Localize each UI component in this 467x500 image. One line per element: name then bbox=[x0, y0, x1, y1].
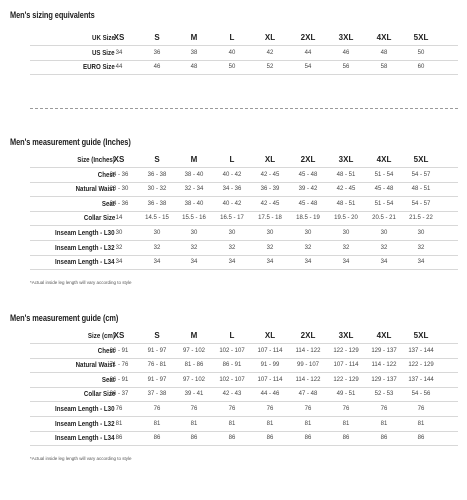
table-row bbox=[0, 374, 467, 386]
table-cell: 76 bbox=[228, 406, 236, 412]
table-cell: 48 - 51 bbox=[336, 200, 356, 207]
table-cell: 32 bbox=[304, 244, 312, 251]
table-cell: 137 - 144 bbox=[408, 347, 434, 354]
size-column-header: L bbox=[229, 331, 235, 340]
table-cell: 50 bbox=[228, 64, 236, 70]
row-label: Inseam Length - L34 bbox=[55, 433, 115, 443]
table-cell: 81 bbox=[417, 420, 425, 427]
table-cell: 34 bbox=[342, 259, 350, 266]
section-divider bbox=[30, 108, 458, 109]
table-cell: 46 bbox=[153, 64, 161, 70]
table-cell: 86 - 91 bbox=[222, 362, 242, 369]
table-cell: 50 bbox=[417, 49, 425, 56]
table-cell: 51 - 54 bbox=[374, 200, 394, 207]
table-cell: 28 - 30 bbox=[109, 186, 129, 193]
size-column-header: 2XL bbox=[300, 33, 316, 42]
table-cell: 36 - 39 bbox=[260, 186, 280, 193]
table-header-row bbox=[0, 32, 467, 44]
table-row bbox=[0, 345, 467, 357]
table-row bbox=[0, 432, 467, 444]
table-cell: 52 bbox=[266, 64, 274, 70]
table-header-row bbox=[0, 154, 467, 166]
size-column-header: XL bbox=[264, 33, 276, 42]
row-label: EURO Size bbox=[83, 62, 115, 71]
table-cell: 47 - 48 bbox=[298, 391, 318, 398]
table-cell: 32 bbox=[115, 244, 123, 251]
table-cell: 76 bbox=[153, 406, 161, 412]
table-cell: 38 bbox=[190, 49, 198, 56]
table-cell: 46 bbox=[342, 49, 350, 56]
table-cell: 81 bbox=[304, 420, 312, 427]
header-label: Size (cm) bbox=[87, 331, 115, 340]
table-cell: 86 - 91 bbox=[109, 347, 129, 354]
row-divider bbox=[30, 445, 458, 446]
table-cell: 107 - 114 bbox=[257, 347, 283, 354]
table-row bbox=[0, 388, 467, 400]
table-cell: 81 bbox=[115, 420, 123, 427]
table-cell: 58 bbox=[380, 64, 388, 70]
table-cell: 34 bbox=[115, 259, 123, 266]
table-cell: 86 bbox=[417, 435, 425, 442]
table-cell: 34 bbox=[115, 49, 123, 56]
size-column-header: 3XL bbox=[338, 155, 354, 164]
table-cell: 42 - 45 bbox=[260, 171, 280, 178]
size-column-header: M bbox=[190, 33, 198, 42]
table-cell: 76 - 81 bbox=[147, 362, 167, 369]
table-cell: 44 - 46 bbox=[260, 391, 280, 398]
table-cell: 114 - 122 bbox=[295, 376, 321, 383]
size-column-header: 4XL bbox=[376, 155, 392, 164]
table-row bbox=[0, 359, 467, 371]
table-cell: 107 - 114 bbox=[333, 362, 359, 369]
table-cell: 18.5 - 19 bbox=[296, 215, 320, 222]
table-cell: 30 bbox=[228, 230, 236, 236]
table-cell: 32 bbox=[153, 244, 161, 251]
row-label: Seat bbox=[102, 198, 115, 208]
table-cell: 34 bbox=[153, 259, 161, 266]
table-row bbox=[0, 47, 467, 59]
table-cell: 32 bbox=[342, 244, 350, 251]
size-column-header: 3XL bbox=[338, 33, 354, 42]
table-cell: 129 - 137 bbox=[371, 376, 397, 383]
table-cell: 91 - 97 bbox=[147, 347, 167, 354]
table-cell: 81 bbox=[266, 420, 274, 427]
table-cell: 30 bbox=[304, 230, 312, 236]
size-column-header: XS bbox=[113, 331, 125, 340]
table-cell: 76 bbox=[190, 406, 198, 412]
table-row bbox=[0, 242, 467, 254]
table-cell: 107 - 114 bbox=[257, 376, 283, 383]
table-cell: 48 bbox=[190, 64, 198, 70]
table-cell: 129 - 137 bbox=[371, 347, 397, 354]
table-cell: 114 - 122 bbox=[295, 347, 321, 354]
table-cell: 97 - 102 bbox=[182, 376, 206, 383]
table-cell: 56 bbox=[342, 64, 350, 70]
size-column-header: 4XL bbox=[376, 33, 392, 42]
table-cell: 76 bbox=[115, 406, 123, 412]
table-cell: 42 - 45 bbox=[336, 186, 356, 193]
table-cell: 30 bbox=[417, 230, 425, 236]
size-column-header: XS bbox=[113, 33, 125, 42]
table-cell: 40 bbox=[228, 49, 236, 56]
table-cell: 54 - 57 bbox=[411, 200, 431, 207]
table-cell: 86 bbox=[115, 435, 123, 442]
table-cell: 76 bbox=[266, 406, 274, 412]
table-cell: 81 bbox=[228, 420, 236, 427]
table-cell: 54 - 57 bbox=[411, 171, 431, 178]
table-cell: 34 - 36 bbox=[109, 171, 129, 178]
table-cell: 76 bbox=[304, 406, 312, 412]
footnote-cm: *Actual inside leg length will vary according to style bbox=[30, 456, 132, 461]
section-title-measurement-cm: Men's measurement guide (cm) bbox=[10, 313, 119, 324]
table-cell: 36 - 38 bbox=[147, 171, 167, 178]
row-label: Chest bbox=[97, 169, 115, 179]
table-cell: 86 bbox=[266, 435, 274, 442]
row-divider bbox=[30, 269, 458, 270]
table-cell: 54 - 56 bbox=[411, 391, 431, 398]
table-row bbox=[0, 227, 467, 239]
size-column-header: S bbox=[154, 331, 160, 340]
table-cell: 34 bbox=[417, 259, 425, 266]
header-label: Size (Inches) bbox=[77, 155, 115, 164]
table-cell: 14 bbox=[115, 215, 123, 222]
table-cell: 16.5 - 17 bbox=[220, 215, 244, 222]
table-cell: 45 - 48 bbox=[298, 200, 318, 207]
table-cell: 86 - 91 bbox=[109, 376, 129, 383]
table-cell: 81 bbox=[380, 420, 388, 427]
table-cell: 30 bbox=[266, 230, 274, 236]
table-row bbox=[0, 256, 467, 268]
table-cell: 71 - 76 bbox=[109, 362, 129, 369]
row-divider bbox=[30, 74, 458, 75]
table-cell: 81 bbox=[190, 420, 198, 427]
table-cell: 42 bbox=[266, 49, 274, 56]
table-cell: 86 bbox=[342, 435, 350, 442]
size-column-header: M bbox=[190, 155, 198, 164]
table-cell: 48 bbox=[380, 49, 388, 56]
table-cell: 48 - 51 bbox=[336, 171, 356, 178]
row-label: Natural Waist bbox=[75, 184, 115, 194]
table-row bbox=[0, 403, 467, 415]
section-title-measurement-inches: Men's measurement guide (Inches) bbox=[10, 137, 131, 148]
table-cell: 40 - 42 bbox=[222, 200, 242, 207]
row-label: Inseam Length - L30 bbox=[55, 404, 115, 413]
size-column-header: M bbox=[190, 331, 198, 340]
table-cell: 76 bbox=[380, 406, 388, 412]
table-row bbox=[0, 212, 467, 224]
table-cell: 102 - 107 bbox=[219, 376, 245, 383]
size-column-header: 3XL bbox=[338, 331, 354, 340]
table-cell: 49 - 51 bbox=[336, 391, 356, 398]
table-cell: 42 - 43 bbox=[222, 391, 242, 398]
table-cell: 30 bbox=[153, 230, 161, 236]
table-cell: 17.5 - 18 bbox=[258, 215, 282, 222]
table-cell: 40 - 42 bbox=[222, 171, 242, 178]
size-column-header: 5XL bbox=[413, 33, 429, 42]
table-cell: 30 bbox=[380, 230, 388, 236]
row-label: Natural Waist bbox=[75, 360, 115, 370]
table-cell: 99 - 107 bbox=[296, 362, 320, 369]
header-label: UK Size bbox=[92, 33, 115, 42]
table-cell: 32 bbox=[266, 244, 274, 251]
table-cell: 36 bbox=[153, 49, 161, 56]
table-cell: 34 bbox=[304, 259, 312, 266]
table-cell: 32 bbox=[228, 244, 236, 251]
table-cell: 86 bbox=[153, 435, 161, 442]
table-row bbox=[0, 183, 467, 195]
row-label: US Size bbox=[92, 47, 115, 57]
table-cell: 34 - 36 bbox=[222, 186, 242, 193]
table-cell: 44 bbox=[304, 49, 312, 56]
table-cell: 76 bbox=[417, 406, 425, 412]
table-cell: 76 bbox=[342, 406, 350, 412]
table-cell: 32 - 34 bbox=[184, 186, 204, 193]
table-cell: 30 bbox=[190, 230, 198, 236]
section-title-sizing-equivalents: Men's sizing equivalents bbox=[10, 10, 95, 21]
size-column-header: 2XL bbox=[300, 155, 316, 164]
size-column-header: 5XL bbox=[413, 331, 429, 340]
size-column-header: S bbox=[154, 33, 160, 42]
table-cell: 44 bbox=[115, 64, 123, 70]
size-column-header: XL bbox=[264, 331, 276, 340]
table-cell: 30 - 32 bbox=[147, 186, 167, 193]
table-cell: 36 - 37 bbox=[109, 391, 129, 398]
table-cell: 21.5 - 22 bbox=[409, 215, 433, 222]
table-cell: 34 bbox=[228, 259, 236, 266]
size-column-header: 5XL bbox=[413, 155, 429, 164]
table-cell: 48 - 51 bbox=[411, 186, 431, 193]
row-label: Chest bbox=[97, 345, 115, 355]
table-cell: 97 - 102 bbox=[182, 347, 206, 354]
table-cell: 81 bbox=[153, 420, 161, 427]
table-cell: 34 bbox=[190, 259, 198, 266]
table-cell: 34 bbox=[266, 259, 274, 266]
table-cell: 54 bbox=[304, 64, 312, 70]
table-cell: 34 bbox=[380, 259, 388, 266]
size-column-header: XS bbox=[113, 155, 125, 164]
table-cell: 30 bbox=[342, 230, 350, 236]
size-column-header: L bbox=[229, 155, 235, 164]
table-cell: 30 bbox=[115, 230, 123, 236]
table-cell: 32 bbox=[380, 244, 388, 251]
table-cell: 37 - 38 bbox=[147, 391, 167, 398]
table-cell: 32 bbox=[190, 244, 198, 251]
table-row bbox=[0, 61, 467, 73]
table-cell: 86 bbox=[228, 435, 236, 442]
table-cell: 20.5 - 21 bbox=[372, 215, 396, 222]
table-cell: 32 bbox=[417, 244, 425, 251]
table-cell: 91 - 97 bbox=[147, 376, 167, 383]
table-cell: 34 - 36 bbox=[109, 200, 129, 207]
table-cell: 38 - 40 bbox=[184, 171, 204, 178]
row-label: Inseam Length - L32 bbox=[55, 418, 115, 428]
table-cell: 81 - 86 bbox=[184, 362, 204, 369]
row-label: Inseam Length - L34 bbox=[55, 257, 115, 267]
table-cell: 81 bbox=[342, 420, 350, 427]
table-cell: 102 - 107 bbox=[219, 347, 245, 354]
table-cell: 86 bbox=[304, 435, 312, 442]
row-label: Collar Size bbox=[83, 389, 115, 399]
table-cell: 137 - 144 bbox=[408, 376, 434, 383]
row-label: Seat bbox=[102, 374, 115, 384]
row-label: Inseam Length - L30 bbox=[55, 228, 115, 237]
table-cell: 122 - 129 bbox=[408, 362, 434, 369]
table-cell: 14.5 - 15 bbox=[145, 215, 169, 222]
footnote-inches: *Actual inside leg length will vary according to style bbox=[30, 280, 132, 285]
table-header-row bbox=[0, 330, 467, 342]
table-cell: 39 - 42 bbox=[298, 186, 318, 193]
table-cell: 42 - 45 bbox=[260, 200, 280, 207]
table-cell: 39 - 41 bbox=[184, 391, 204, 398]
size-column-header: S bbox=[154, 155, 160, 164]
table-cell: 15.5 - 16 bbox=[182, 215, 206, 222]
table-cell: 36 - 38 bbox=[147, 200, 167, 207]
table-cell: 45 - 48 bbox=[374, 186, 394, 193]
table-cell: 45 - 48 bbox=[298, 171, 318, 178]
table-cell: 38 - 40 bbox=[184, 200, 204, 207]
row-label: Collar Size bbox=[83, 213, 115, 223]
table-row bbox=[0, 418, 467, 430]
table-cell: 52 - 53 bbox=[374, 391, 394, 398]
row-label: Inseam Length - L32 bbox=[55, 242, 115, 252]
table-cell: 86 bbox=[190, 435, 198, 442]
table-cell: 122 - 129 bbox=[333, 347, 359, 354]
table-cell: 19.5 - 20 bbox=[334, 215, 358, 222]
table-cell: 60 bbox=[417, 64, 425, 70]
size-column-header: XL bbox=[264, 155, 276, 164]
size-column-header: 4XL bbox=[376, 331, 392, 340]
table-row bbox=[0, 198, 467, 210]
table-cell: 51 - 54 bbox=[374, 171, 394, 178]
table-cell: 114 - 122 bbox=[371, 362, 397, 369]
table-cell: 86 bbox=[380, 435, 388, 442]
table-cell: 122 - 129 bbox=[333, 376, 359, 383]
table-cell: 91 - 99 bbox=[260, 362, 280, 369]
size-column-header: 2XL bbox=[300, 331, 316, 340]
size-column-header: L bbox=[229, 33, 235, 42]
table-row bbox=[0, 169, 467, 181]
